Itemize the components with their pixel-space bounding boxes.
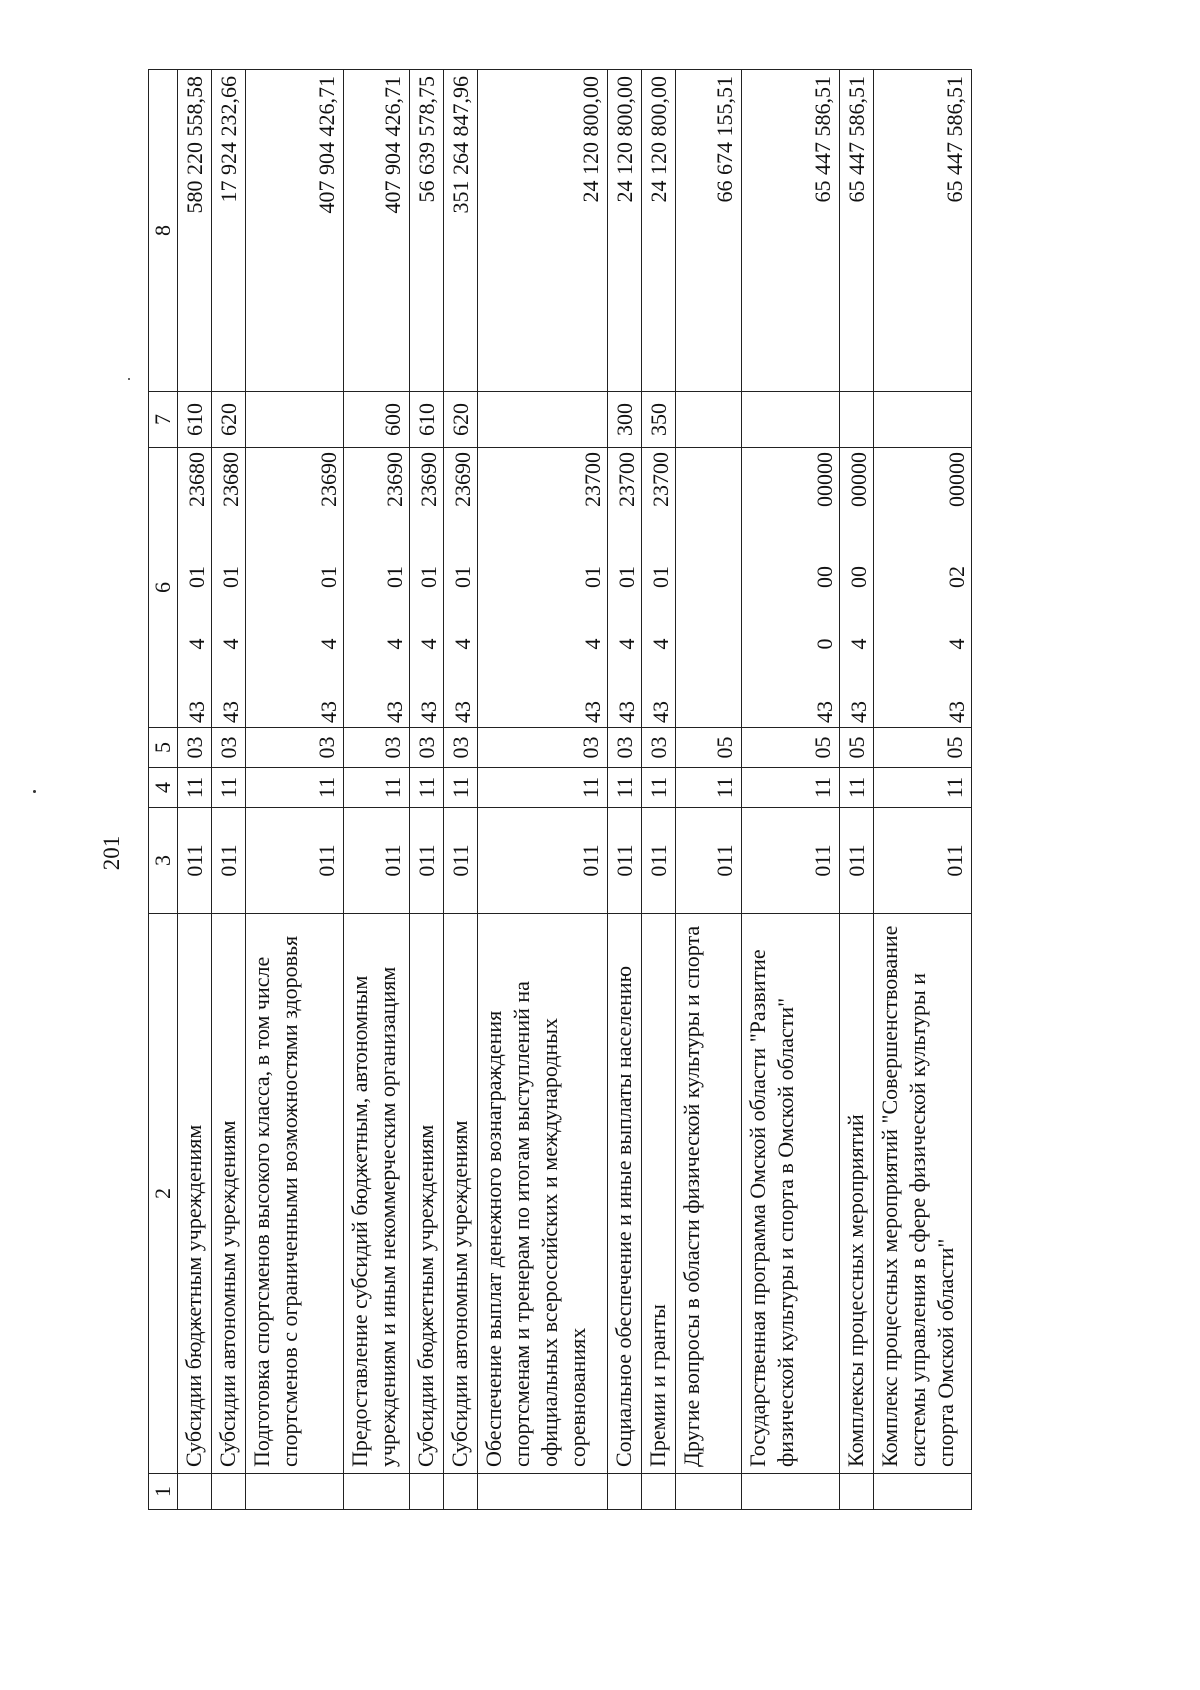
amount-cell: 66 674 155,51 [676, 70, 742, 392]
code-segment: 01 [382, 566, 407, 588]
row-name-cell: Обеспечение выплат денежного вознаграждения спортсменам и тренерам по итогам выступлений на официальных всероссийских и международных соревнованиях [478, 914, 608, 1474]
row-index-cell [212, 1474, 246, 1510]
amount-cell: 65 447 586,51 [742, 70, 840, 392]
target-article-cell [212, 448, 246, 728]
target-article-code [845, 452, 873, 723]
target-article-cell [478, 448, 608, 728]
expense-type-cell [840, 392, 874, 448]
section-code-cell: 11 [840, 768, 874, 808]
subsection-code-cell: 03 [642, 728, 676, 768]
code-segment: 23690 [450, 452, 475, 507]
code-segment: 01 [450, 566, 475, 588]
code-segment: 02 [944, 566, 969, 588]
table-row [608, 70, 642, 1510]
code-segment: 4 [648, 638, 673, 650]
target-article-code [315, 452, 343, 723]
target-article-cell [344, 448, 410, 728]
code-segment: 4 [382, 638, 407, 650]
code-segment: 43 [812, 701, 837, 723]
ministry-code-cell: 011 [742, 808, 840, 914]
section-code-cell: 11 [344, 768, 410, 808]
subsection-code-cell: 03 [212, 728, 246, 768]
row-name-cell: Премии и гранты [642, 914, 676, 1474]
target-article-code [613, 452, 641, 723]
ministry-code-cell: 011 [608, 808, 642, 914]
table-row [246, 70, 344, 1510]
column-header: 8 [149, 70, 178, 392]
row-index-cell [178, 1474, 212, 1510]
code-segment: 43 [316, 701, 341, 723]
code-segment: 4 [580, 638, 605, 650]
table-row [742, 70, 840, 1510]
amount-cell: 24 120 800,00 [478, 70, 608, 392]
column-header: 3 [149, 808, 178, 914]
row-index-cell [874, 1474, 972, 1510]
subsection-code-cell: 03 [246, 728, 344, 768]
target-article-cell [840, 448, 874, 728]
row-name-cell: Субсидии автономным учреждениям [212, 914, 246, 1474]
code-segment: 43 [580, 701, 605, 723]
row-name-cell: Государственная программа Омской области "Развитие физической культуры и спорта в Омской области" [742, 914, 840, 1474]
ministry-code-cell: 011 [840, 808, 874, 914]
code-segment: 00 [812, 566, 837, 588]
code-segment: 01 [316, 566, 341, 588]
amount-cell: 56 639 578,75 [410, 70, 444, 392]
table-body [178, 70, 972, 1510]
column-header: 1 [149, 1474, 178, 1510]
expense-type-cell [742, 392, 840, 448]
target-article-code [943, 452, 971, 723]
code-segment: 23690 [382, 452, 407, 507]
ministry-code-cell: 011 [478, 808, 608, 914]
code-segment: 4 [316, 638, 341, 650]
ministry-code-cell: 011 [246, 808, 344, 914]
code-segment: 43 [382, 701, 407, 723]
code-segment: 4 [846, 638, 871, 650]
amount-cell: 17 924 232,66 [212, 70, 246, 392]
ministry-code-cell: 011 [874, 808, 972, 914]
row-name-cell: Субсидии автономным учреждениям [444, 914, 478, 1474]
target-article-cell [742, 448, 840, 728]
ministry-code-cell: 011 [344, 808, 410, 914]
row-name-cell: Социальное обеспечение и иные выплаты населению [608, 914, 642, 1474]
target-article-cell [642, 448, 676, 728]
code-segment: 00 [846, 566, 871, 588]
amount-cell: 65 447 586,51 [840, 70, 874, 392]
expense-type-cell: 300 [608, 392, 642, 448]
column-header: 5 [149, 728, 178, 768]
code-segment: 01 [416, 566, 441, 588]
expense-type-cell [478, 392, 608, 448]
ministry-code-cell: 011 [178, 808, 212, 914]
scan-speck [33, 790, 36, 793]
target-article-cell [874, 448, 972, 728]
table-row [212, 70, 246, 1510]
section-code-cell: 11 [642, 768, 676, 808]
code-segment: 01 [614, 566, 639, 588]
subsection-code-cell: 05 [874, 728, 972, 768]
section-code-cell: 11 [178, 768, 212, 808]
table-row [444, 70, 478, 1510]
subsection-code-cell: 05 [676, 728, 742, 768]
code-segment: 43 [184, 701, 209, 723]
ministry-code-cell: 011 [212, 808, 246, 914]
row-index-cell [642, 1474, 676, 1510]
row-index-cell [410, 1474, 444, 1510]
code-segment: 00000 [944, 452, 969, 507]
code-segment: 23700 [648, 452, 673, 507]
subsection-code-cell: 05 [742, 728, 840, 768]
row-name-cell: Субсидии бюджетным учреждениям [178, 914, 212, 1474]
subsection-code-cell: 03 [444, 728, 478, 768]
row-index-cell [742, 1474, 840, 1510]
target-article-code [217, 452, 245, 723]
table-row [178, 70, 212, 1510]
budget-table-rotated [148, 70, 1083, 1510]
expense-type-cell: 610 [178, 392, 212, 448]
code-segment: 00000 [812, 452, 837, 507]
row-name-cell: Другие вопросы в области физической культуры и спорта [676, 914, 742, 1474]
ministry-code-cell: 011 [410, 808, 444, 914]
code-segment: 23700 [580, 452, 605, 507]
amount-cell: 407 904 426,71 [246, 70, 344, 392]
page-number: 201 [99, 835, 124, 871]
amount-cell: 407 904 426,71 [344, 70, 410, 392]
amount-cell: 24 120 800,00 [608, 70, 642, 392]
column-header: 2 [149, 914, 178, 1474]
row-index-cell [344, 1474, 410, 1510]
code-segment: 01 [648, 566, 673, 588]
section-code-cell: 11 [478, 768, 608, 808]
row-name-cell: Подготовка спортсменов высокого класса, в том числе спортсменов с ограниченными возможностями здоровья [246, 914, 344, 1474]
target-article-cell [444, 448, 478, 728]
section-code-cell: 11 [874, 768, 972, 808]
section-code-cell: 11 [444, 768, 478, 808]
code-segment: 43 [648, 701, 673, 723]
table-row [410, 70, 444, 1510]
amount-cell: 65 447 586,51 [874, 70, 972, 392]
target-article-cell [178, 448, 212, 728]
code-segment: 43 [218, 701, 243, 723]
row-name-cell: Предоставление субсидий бюджетным, автономным учреждениям и иным некоммерческим организациям [344, 914, 410, 1474]
code-segment: 00000 [846, 452, 871, 507]
column-header: 4 [149, 768, 178, 808]
target-article-code [415, 452, 443, 723]
row-index-cell [840, 1474, 874, 1510]
target-article-code [811, 452, 839, 723]
section-code-cell: 11 [676, 768, 742, 808]
expense-type-cell: 620 [444, 392, 478, 448]
target-article-code [183, 452, 211, 723]
ministry-code-cell: 011 [642, 808, 676, 914]
row-index-cell [608, 1474, 642, 1510]
row-name-cell: Комплекс процессных мероприятий "Совершенствование системы управления в сфере физической культуры и спорта Омской области" [874, 914, 972, 1474]
code-segment: 23680 [218, 452, 243, 507]
code-segment: 4 [184, 638, 209, 650]
row-index-cell [246, 1474, 344, 1510]
scan-speck [128, 378, 130, 380]
code-segment: 23690 [316, 452, 341, 507]
code-segment: 01 [218, 566, 243, 588]
section-code-cell: 11 [410, 768, 444, 808]
section-code-cell: 11 [246, 768, 344, 808]
code-segment: 43 [846, 701, 871, 723]
column-header: 7 [149, 392, 178, 448]
target-article-cell [676, 448, 742, 728]
code-segment: 23680 [184, 452, 209, 507]
subsection-code-cell: 05 [840, 728, 874, 768]
subsection-code-cell: 03 [478, 728, 608, 768]
expense-type-cell [874, 392, 972, 448]
target-article-code [381, 452, 409, 723]
column-header: 6 [149, 448, 178, 728]
code-segment: 4 [614, 638, 639, 650]
expense-type-cell: 350 [642, 392, 676, 448]
target-article-cell [410, 448, 444, 728]
budget-table [148, 69, 972, 1510]
table-row [344, 70, 410, 1510]
table-row [840, 70, 874, 1510]
code-segment: 43 [944, 701, 969, 723]
row-index-cell [444, 1474, 478, 1510]
expense-type-cell: 610 [410, 392, 444, 448]
code-segment: 43 [614, 701, 639, 723]
target-article-cell [246, 448, 344, 728]
amount-cell: 580 220 558,58 [178, 70, 212, 392]
code-segment: 43 [416, 701, 441, 723]
target-article-code [449, 452, 477, 723]
subsection-code-cell: 03 [410, 728, 444, 768]
expense-type-cell [676, 392, 742, 448]
subsection-code-cell: 03 [178, 728, 212, 768]
table-row [642, 70, 676, 1510]
table-row [874, 70, 972, 1510]
expense-type-cell: 600 [344, 392, 410, 448]
row-name-cell: Комплексы процессных мероприятий [840, 914, 874, 1474]
target-article-code [647, 452, 675, 723]
row-index-cell [478, 1474, 608, 1510]
code-segment: 43 [450, 701, 475, 723]
subsection-code-cell: 03 [344, 728, 410, 768]
section-code-cell: 11 [608, 768, 642, 808]
subsection-code-cell: 03 [608, 728, 642, 768]
target-article-cell [608, 448, 642, 728]
code-segment: 01 [184, 566, 209, 588]
code-segment: 4 [450, 638, 475, 650]
code-segment: 0 [812, 638, 837, 650]
table-row [676, 70, 742, 1510]
expense-type-cell [246, 392, 344, 448]
ministry-code-cell: 011 [444, 808, 478, 914]
expense-type-cell: 620 [212, 392, 246, 448]
code-segment: 23690 [416, 452, 441, 507]
amount-cell: 24 120 800,00 [642, 70, 676, 392]
header-row [149, 70, 178, 1510]
code-segment: 4 [218, 638, 243, 650]
row-index-cell [676, 1474, 742, 1510]
row-name-cell: Субсидии бюджетным учреждениям [410, 914, 444, 1474]
ministry-code-cell: 011 [676, 808, 742, 914]
table-row [478, 70, 608, 1510]
code-segment: 23700 [614, 452, 639, 507]
code-segment: 4 [944, 638, 969, 650]
section-code-cell: 11 [742, 768, 840, 808]
code-segment: 4 [416, 638, 441, 650]
section-code-cell: 11 [212, 768, 246, 808]
code-segment: 01 [580, 566, 605, 588]
amount-cell: 351 264 847,96 [444, 70, 478, 392]
target-article-code [579, 452, 607, 723]
